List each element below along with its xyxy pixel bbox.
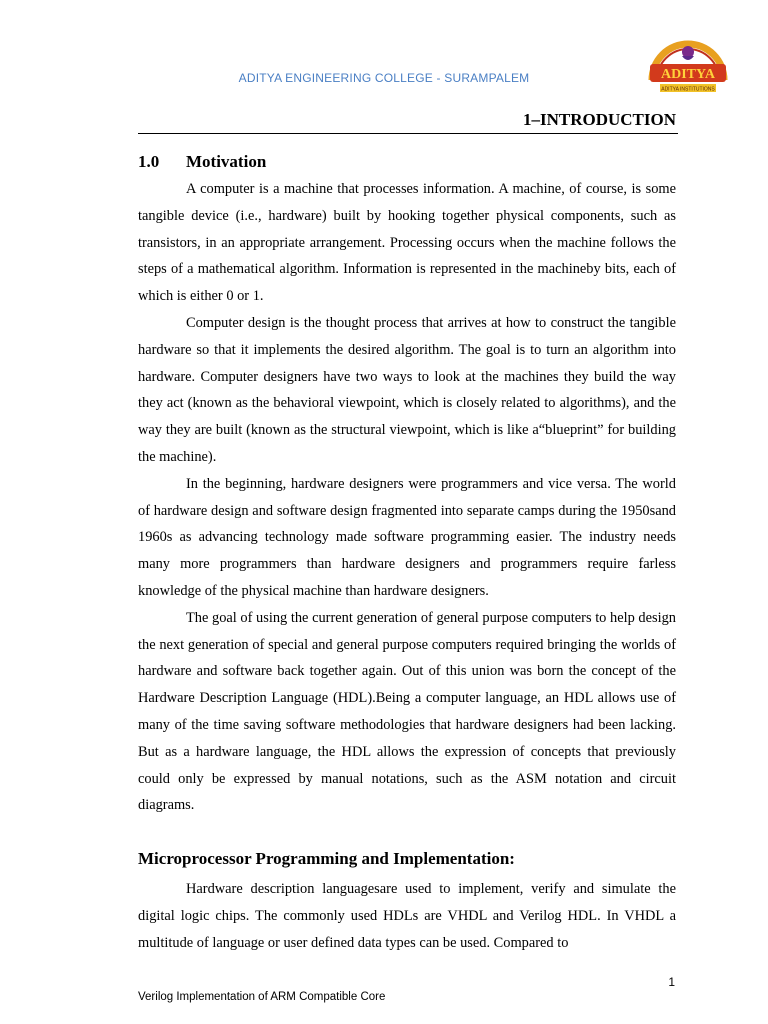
page-number: 1 (668, 975, 675, 989)
section-number: 1.0 (138, 152, 160, 171)
section-heading (138, 152, 266, 172)
chapter-title: 1–INTRODUCTION (522, 110, 676, 129)
college-logo (646, 40, 730, 98)
subsection-heading: Microprocessor Programming and Implementation: (138, 849, 515, 868)
body-text (138, 176, 676, 819)
paragraph: A computer is a machine that processes information. A machine, of course, is some tangible device (i.e., hardware) built by hooking together physical components, such as transistors, in an appropriate arrangement. Processing occurs when the machine follows the steps of a mathematical algorithm. Information is represented in the machineby bits, each of which is either 0 or 1. (138, 181, 676, 305)
subsection-text (138, 876, 676, 956)
paragraph: Computer design is the thought process that arrives at how to construct the tangible hardware so that it implements the desired algorithm. The goal is to turn an algorithm into hardware. Computer designers have two ways to look at the machines they build the way they act (known as the behavioral viewpoint, which is closely related to algorithms), and the way they are built (known as the structural viewpoint, which is like a“blueprint” for building the machine). (138, 314, 676, 465)
svg-text:ADITYA: ADITYA (661, 67, 715, 82)
footer-text: Verilog Implementation of ARM Compatible Core (138, 991, 386, 1003)
header-college-name: ADITYA ENGINEERING COLLEGE - SURAMPALEM (238, 71, 530, 85)
header-divider (138, 133, 678, 134)
section-title: Motivation (186, 152, 267, 171)
paragraph: Hardware description languagesare used to implement, verify and simulate the digital logic chips. The commonly used HDLs are VHDL and Verilog HDL. In VHDL a multitude of language or user defined data types can be used. Compared to (138, 881, 676, 951)
paragraph: The goal of using the current generation of general purpose computers to help design the next generation of special and general purpose computers required bringing the worlds of hardware and software back together again. Out of this union was born the concept of the Hardware Description Language (HDL).Being a computer language, an HDL allows use of many of the time saving software methodologies that hardware designers had been lacking. But as a hardware language, the HDL allows the expression of concepts that previously could only be expressed by manual notations, such as the ASM notation and circuit diagrams. (138, 609, 676, 814)
paragraph: In the beginning, hardware designers were programmers and vice versa. The world of hardware design and software design fragmented into separate camps during the 1950sand 1960s as advancing technology made software programming easier. The industry needs many more programmers than hardware designers and programmers require farless knowledge of the physical machine than hardware designers. (138, 475, 676, 599)
svg-text:ADITYA INSTITUTIONS: ADITYA INSTITUTIONS (661, 86, 715, 93)
